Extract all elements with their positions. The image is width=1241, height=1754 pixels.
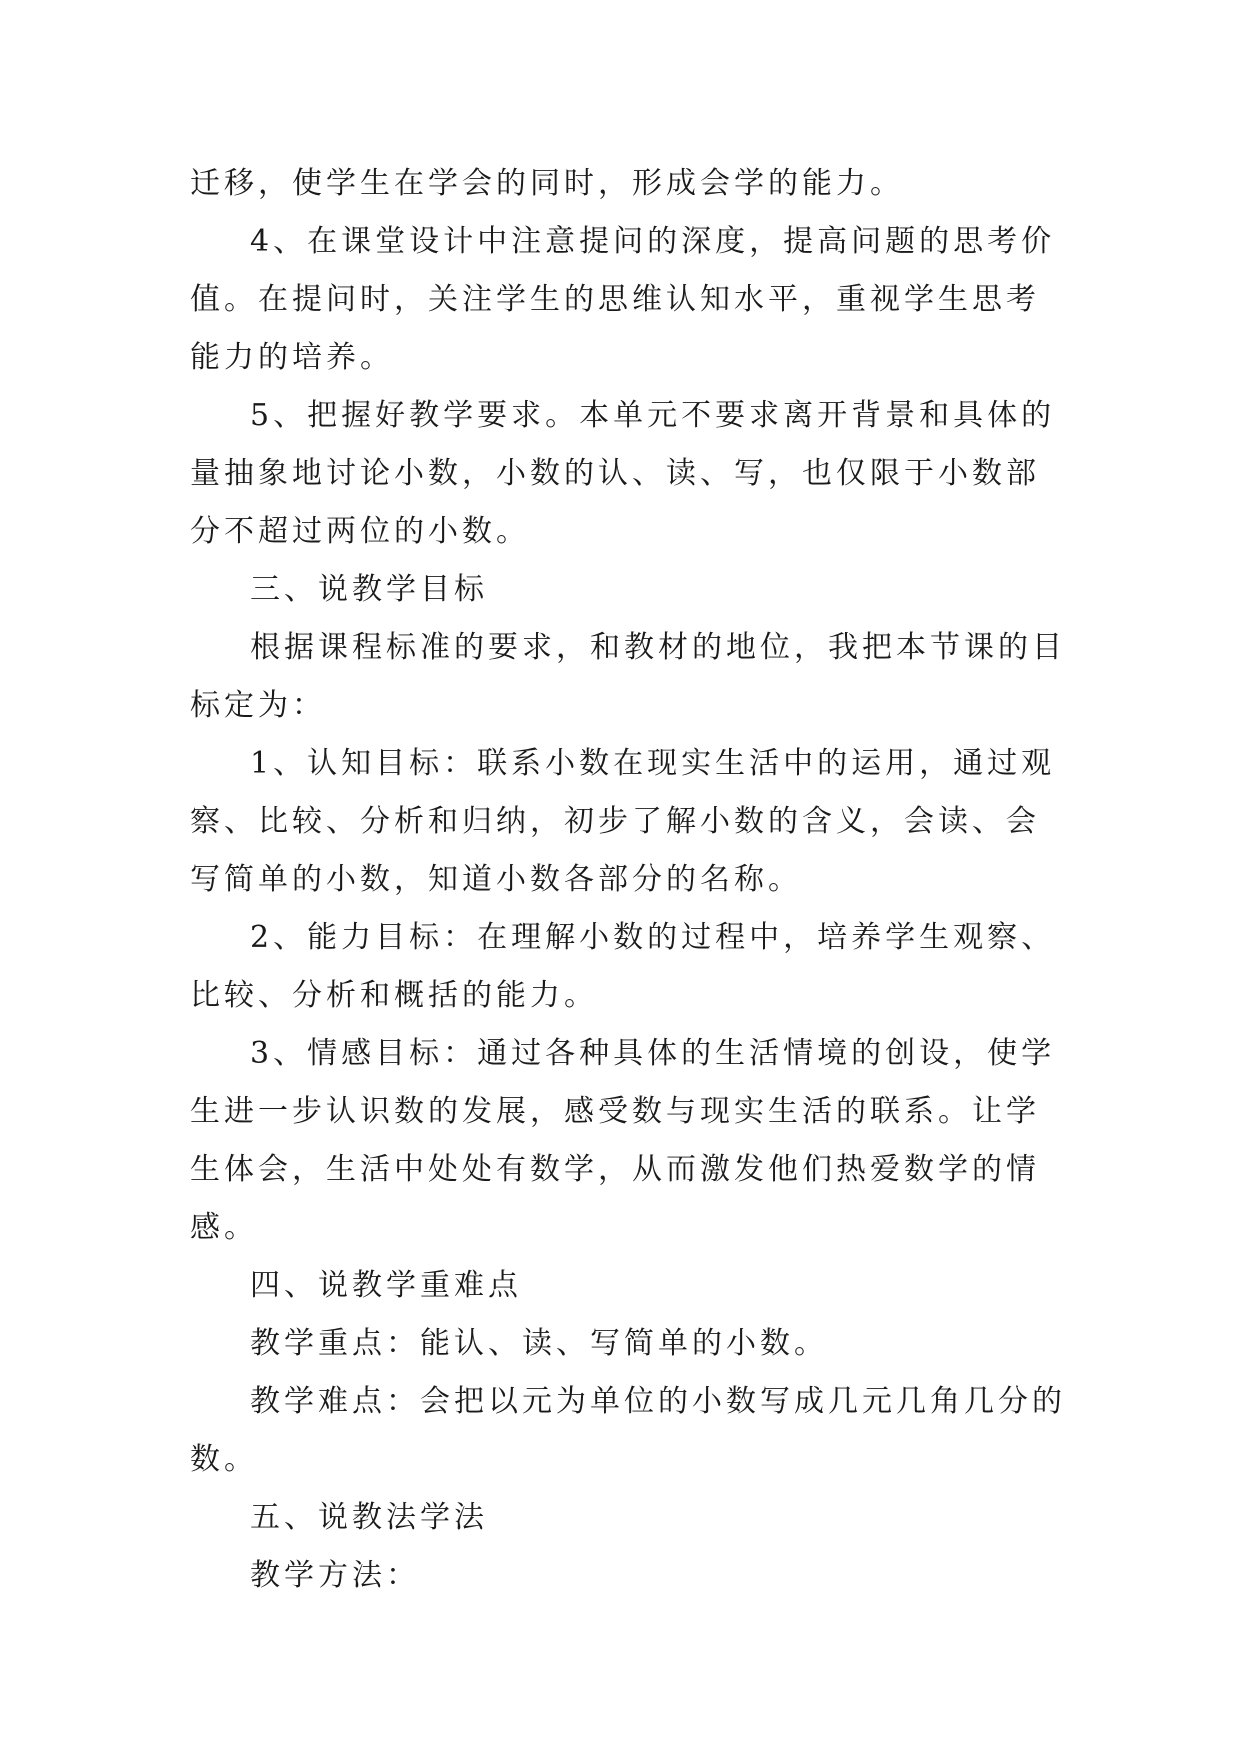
paragraph-emotional-goal: 3、情感目标：通过各种具体的生活情境的创设，使学生进一步认识数的发展，感受数与现实生活的联系。让学生体会，生活中处处有数学，从而激发他们热爱数学的情感。 bbox=[190, 1036, 1056, 1245]
paragraph-ability-goal: 2、能力目标：在理解小数的过程中，培养学生观察、比较、分析和概括的能力。 bbox=[190, 920, 1056, 1013]
paragraph-continuation: 迁移，使学生在学会的同时，形成会学的能力。 bbox=[190, 166, 904, 201]
section-heading-methods: 五、说教法学法 bbox=[250, 1500, 488, 1535]
paragraph-objectives-intro: 根据课程标准的要求，和教材的地位，我把本节课的目标定为： bbox=[190, 630, 1066, 723]
section-heading-objectives: 三、说教学目标 bbox=[250, 572, 488, 607]
paragraph-difficult-point: 教学难点：会把以元为单位的小数写成几元几角几分的数。 bbox=[190, 1384, 1066, 1477]
section-heading-key-points: 四、说教学重难点 bbox=[250, 1268, 522, 1303]
paragraph-point-4: 4、在课堂设计中注意提问的深度，提高问题的思考价值。在提问时，关注学生的思维认知水平，重视学生思考能力的培养。 bbox=[190, 224, 1056, 375]
document-body bbox=[190, 155, 1070, 1605]
paragraph-point-5: 5、把握好教学要求。本单元不要求离开背景和具体的量抽象地讨论小数，小数的认、读、写，也仅限于小数部分不超过两位的小数。 bbox=[190, 398, 1056, 549]
paragraph-cognitive-goal: 1、认知目标：联系小数在现实生活中的运用，通过观察、比较、分析和归纳，初步了解小数的含义，会读、会写简单的小数，知道小数各部分的名称。 bbox=[190, 746, 1056, 897]
paragraph-key-point: 教学重点：能认、读、写简单的小数。 bbox=[250, 1326, 828, 1361]
paragraph-teaching-methods: 教学方法： bbox=[250, 1558, 420, 1593]
